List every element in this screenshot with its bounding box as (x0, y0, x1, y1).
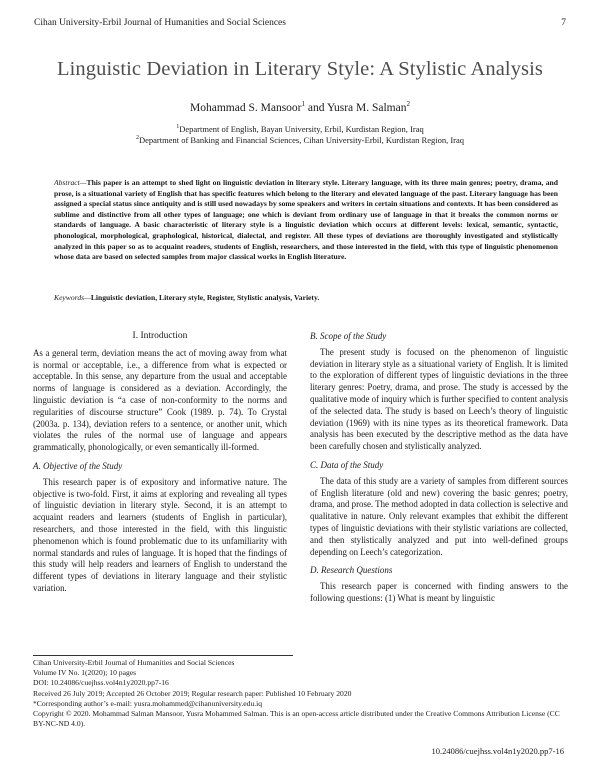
footer-divider (33, 655, 293, 656)
keywords (54, 293, 558, 302)
running-header (34, 18, 566, 32)
affiliation-1 (0, 124, 600, 134)
right-column (310, 331, 568, 605)
paper-title: Linguistic Deviation in Literary Style: A Stylistic Analysis (56, 58, 543, 80)
footer-volume: Volume IV No. 1(2020); 10 pages (33, 668, 137, 678)
abstract-text: This paper is an attempt to shed light on linguistic deviation in literary style. Literary language, with its three main genres; poetry, drama, and prose, is a situational variety of English that has specific features which belong to the literary and elevated language of the past. Literary language has been assigned a special status since antiquity and is still used nowadays by some speakers and writers in certain situations and contexts. It has been considered as sublime and distinctive from all other types of language; one which is deviant from ordinary use of language in that it breaks the common norms or standards of language. A basic characteristic of literary style is a linguistic deviation which occurs at different levels: lexical, semantic, syntactic, phonological, morphological, graphological, historical, dialectal, and register. All these types of deviations are thoroughly investigated and stylistically analyzed in this paper so as to acquaint readers, students of English, researchers, and those interested in the field, with this type of linguistic phenomenon whose data are based on selected samples from major classical works in English literature. (54, 178, 558, 262)
footer-copyright: Copyright © 2020. Mohammad Salman Mansoor, Yusra Mohammed Salman. This is an open-access article distributed under the Creative Commons Attribution License (CC BY-NC-ND 4.0). (33, 709, 560, 729)
author-2-sup: 2 (406, 100, 410, 108)
affiliation-2-sup: 2 (135, 135, 139, 142)
author-1: Mohammad S. Mansoor (190, 101, 302, 114)
objective-paragraph: This research paper is of expository and informative nature. The objective is two-fold. First, it aims at exploring and revealing all types of linguistic deviation in literary style. Second, it is an attempt to acquaint readers and learners (students of English in particular), researchers, and those interested in the field, with this linguistic phenomenon which is found problematic due to its unfamiliarity with normal standards and rules of language. It is hoped that the findings of this study will help readers and learners of English to understand the different types of deviations in literary language and their stylistic variation. (33, 476, 287, 593)
scope-heading: B. Scope of the Study (310, 331, 387, 341)
affiliation-1-text: Department of English, Bayan University, Erbil, Kurdistan Region, Iraq (179, 124, 424, 134)
scope-paragraph: The present study is focused on the phenomenon of linguistic deviation in literary style as a situational variety of English. It is limited to the exploration of different types of linguistic deviations in the three literary genres: Poetry, drama, and prose. The study is accessed by the qualitative mode of inquiry which is further specified to content analysis of the selected data. The study is based on Leech’s theory of linguistic deviation (1969) with its nine types as its theoretical framework. Data analysis has been executed by the descriptive method as the data have been carefully chosen and stylistically analyzed. (310, 346, 568, 452)
footer-dates: Received 26 July 2019; Accepted 26 October 2019; Regular research paper: Published 10 February 2020 (33, 688, 352, 698)
author-1-sup: 1 (301, 100, 305, 108)
journal-name: Cihan University-Erbil Journal of Humanities and Social Sciences (34, 18, 286, 28)
affiliation-2 (0, 135, 600, 145)
page-number: 7 (561, 18, 566, 28)
abstract (54, 178, 558, 263)
keywords-text: Linguistic deviation, Literary style, Register, Stylistic analysis, Variety. (90, 293, 320, 302)
bottom-doi[interactable]: 10.24086/cuejhss.vol4n1y2020.pp7-16 (431, 746, 564, 756)
footer-doi: DOI: 10.24086/cuejhss.vol4n1y2020.pp7-16 (33, 678, 169, 688)
keywords-label: Keywords— (54, 293, 91, 302)
data-heading: C. Data of the Study (310, 459, 384, 470)
affiliation-1-sup: 1 (176, 124, 180, 131)
author-line (0, 100, 600, 114)
introduction-paragraph: As a general term, deviation means the act of moving away from what is normal or acceptable, i.e., a difference from what is expected or acceptable. In this sense, any departure from the usual and acceptable norms of language is considered as a deviation. Accordingly, the linguistic deviation is “a case of non-conformity to the norms and regularities of discourse structure” Cook (1989. p. 74). To Crystal (2003a. p. 134), deviation refers to a sentence, or another unit, which violates the rules of the normal use of language and appears grammatically, phonologically, or even semantically ill-formed. (33, 347, 287, 453)
abstract-label: Abstract— (54, 178, 87, 187)
author-2: Yusra M. Salman (326, 101, 407, 114)
data-paragraph: The data of this study are a variety of samples from different sources of English literature (old and new) covering the basic genres; poetry, drama, and prose. The method adopted in data collection is selective and qualitative in nature. Only relevant examples that exhibit the different types of linguistic deviations with their stylistic variations are collected, and then stylistically analyzed and put into well-defined groups depending on Leech’s categorization. (310, 475, 568, 557)
left-column (33, 331, 287, 595)
author-conjunction: and (305, 101, 327, 114)
objective-heading: A. Objective of the Study (33, 460, 123, 471)
affiliation-2-text: Department of Banking and Financial Sciences, Cihan University-Erbil, Kurdistan Region, Iraq (138, 135, 465, 145)
article-footer (33, 658, 564, 729)
research-questions-heading: D. Research Questions (310, 565, 393, 576)
footer-email: *Corresponding author’s e-mail: yusra.mohammed@cihanuniversity.edu.iq (33, 698, 263, 708)
footer-journal: Cihan University-Erbil Journal of Humanities and Social Sciences (33, 658, 235, 667)
research-questions-paragraph: This research paper is concerned with finding answers to the following questions: (1) What is meant by linguistic (310, 581, 568, 603)
introduction-heading: I. Introduction (132, 331, 188, 341)
